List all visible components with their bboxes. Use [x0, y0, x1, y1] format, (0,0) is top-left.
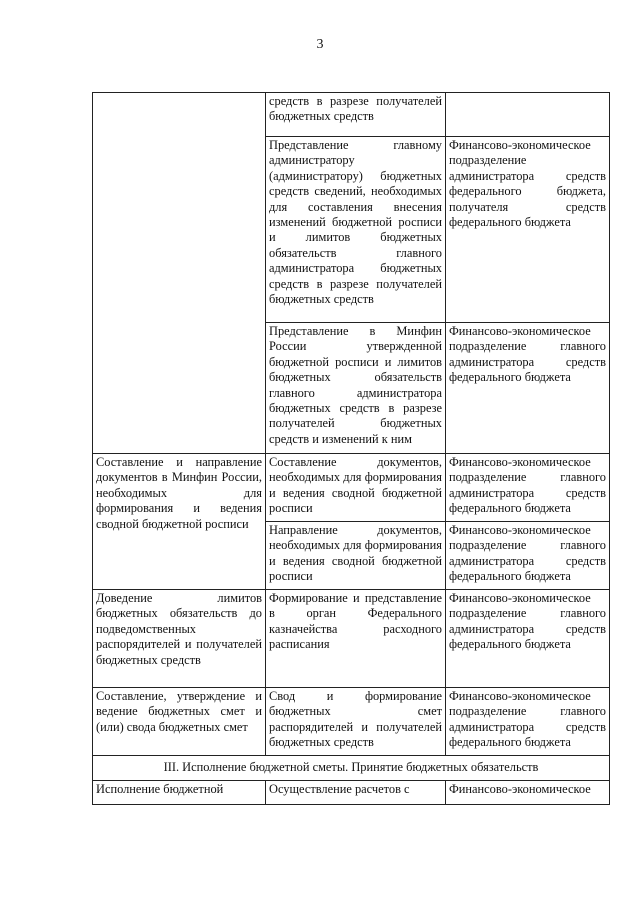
table-row	[93, 323, 610, 454]
action-cell: Формирование и представление в орган Федерального казначейства расходного расписания	[266, 590, 446, 688]
action-cell: Представление главному администратору (администратору) бюджетных средств сведений, необходимых для составления внесения изменений бюджетной росписи и лимитов бюджетных обязательств главного администратора бюджетных средств в разрезе получателей бюджетных средств	[266, 137, 446, 323]
procedure-table	[92, 92, 610, 805]
stage-cell: Исполнение бюджетной	[93, 781, 266, 805]
stage-cell	[93, 93, 266, 137]
responsible-cell: Финансово-экономическое подразделение главного администратора средств федерального бюджета	[446, 323, 610, 454]
action-cell: Направление документов, необходимых для формирования и ведения сводной бюджетной росписи	[266, 522, 446, 590]
page-number: 3	[316, 37, 324, 52]
section-row	[93, 756, 610, 781]
table-row	[93, 137, 610, 323]
stage-cell	[93, 137, 266, 323]
responsible-cell	[446, 93, 610, 137]
action-cell: средств в разрезе получателей бюджетных средств	[266, 93, 446, 137]
table-row	[93, 454, 610, 522]
stage-cell: Доведение лимитов бюджетных обязательств до подведомственных распорядителей и получателей бюджетных средств	[93, 590, 266, 688]
responsible-cell: Финансово-экономическое подразделение главного администратора средств федерального бюджета	[446, 522, 610, 590]
table-row	[93, 93, 610, 137]
table-row	[93, 781, 610, 805]
stage-cell: Составление, утверждение и ведение бюджетных смет и (или) свода бюджетных смет	[93, 688, 266, 756]
action-cell: Свод и формирование бюджетных смет распорядителей и получателей бюджетных средств	[266, 688, 446, 756]
stage-cell: Составление и направление документов в Минфин России, необходимых для формирования и ведения сводной бюджетной росписи	[93, 454, 266, 590]
action-cell: Представление в Минфин России утвержденной бюджетной росписи и лимитов бюджетных обязательств главного администратора бюджетных средств в разрезе получателей бюджетных средств и изменений к ним	[266, 323, 446, 454]
responsible-cell: Финансово-экономическое подразделение главного администратора средств федерального бюджета	[446, 454, 610, 522]
action-cell: Составление документов, необходимых для формирования и ведения сводной бюджетной росписи	[266, 454, 446, 522]
responsible-cell: Финансово-экономическое подразделение главного администратора средств федерального бюджета	[446, 688, 610, 756]
responsible-cell: Финансово-экономическое подразделение администратора средств федерального бюджета, получателя средств федерального бюджета	[446, 137, 610, 323]
responsible-cell: Финансово-экономическое подразделение главного администратора средств федерального бюджета	[446, 590, 610, 688]
action-cell: Осуществление расчетов с	[266, 781, 446, 805]
table-row	[93, 688, 610, 756]
responsible-cell: Финансово-экономическое	[446, 781, 610, 805]
section-heading: III. Исполнение бюджетной сметы. Принятие бюджетных обязательств	[93, 756, 610, 781]
table-row	[93, 590, 610, 688]
stage-cell	[93, 323, 266, 454]
